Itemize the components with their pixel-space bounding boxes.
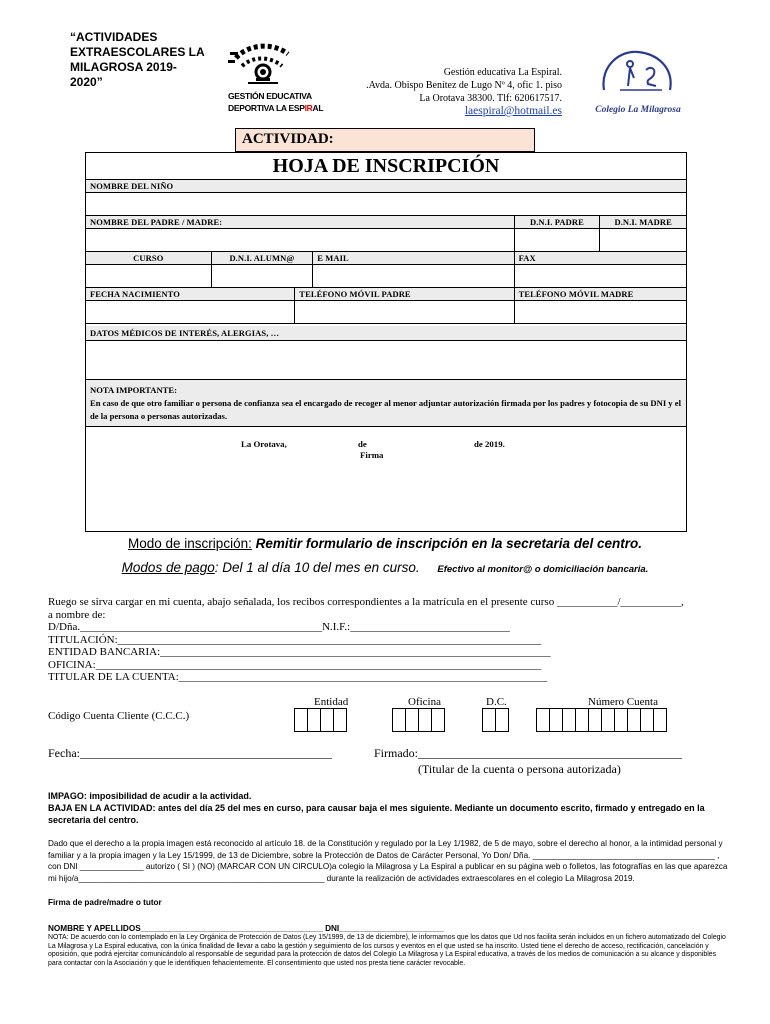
movil-madre-field[interactable]	[515, 301, 686, 323]
entidad-digits[interactable]	[294, 708, 346, 732]
numero-cuenta-digits[interactable]	[536, 708, 666, 732]
firma-section[interactable]	[86, 427, 686, 531]
email-label: E MAIL	[313, 252, 514, 264]
fecha-line[interactable]: Fecha:__________________________________________	[48, 746, 332, 760]
entidad-bancaria-line[interactable]: ENTIDAD BANCARIA:_______________________________________________________________________	[48, 646, 551, 658]
form-title: HOJA DE INSCRIPCIÓN	[272, 155, 500, 177]
fax-label: FAX	[515, 252, 686, 264]
firma-label: Firma	[360, 450, 384, 460]
email-link[interactable]: laespiral@hotmail.es	[464, 105, 562, 117]
dc-label: D.C.	[486, 696, 507, 708]
firma-padre-label: Firma de padre/madre o tutor	[48, 898, 162, 907]
ccc-label: Código Cuenta Cliente (C.C.C.)	[48, 710, 190, 722]
la-espiral-logo	[228, 36, 298, 96]
nombre-apellidos-line[interactable]: NOMBRE Y APELLIDOS________________________________________ DNI_______________________	[48, 924, 444, 933]
titular-note: (Titular de la cuenta o persona autorizada)	[418, 762, 621, 776]
datos-medicos-field[interactable]	[86, 341, 686, 379]
oficina-label: Oficina	[408, 696, 441, 708]
datos-medicos-label: DATOS MÉDICOS DE INTERÉS, ALERGIAS, …	[86, 326, 686, 340]
dni-madre-field[interactable]	[600, 229, 686, 251]
bank-authorization: Ruego se sirva cargar en mi cuenta, abajo señalada, los recibos correspondientes a la matrícula en el presente curso ___________/___________, a nombre de: D/Dña.____________________________________________N.I.F.:_____________________________ TITULACIÓN:_____________________________________________________________________________ ENTIDAD BANCARIA:_______________________________________________________________________ OFICINA:_________________________________________________________________________________ TITULAR DE LA CUENTA:___________________________________________________________________	[48, 596, 738, 684]
dni-alumno-label: D.N.I. ALUMN@	[212, 252, 314, 264]
fecha-nacimiento-field[interactable]	[86, 301, 295, 323]
curso-label: CURSO	[86, 252, 212, 264]
de-text: de	[358, 439, 367, 449]
school-logo-text: Colegio La Milagrosa	[595, 105, 681, 115]
anio-text: de 2019.	[474, 439, 505, 449]
movil-madre-label: TELÉFONO MÓVIL MADRE	[515, 288, 686, 300]
address-block: Gestión educativa La Espiral. .Avda. Obispo Benítez de Lugo Nº 4, ofic 1. piso La Orotava 38300. Tlf: 620617517. laespiral@hotmail.es	[340, 66, 562, 118]
la-espiral-logo-text: GESTIÓN EDUCATIVA DEPORTIVA LA ESPIRAL	[228, 91, 324, 113]
actividad-field[interactable]: ACTIVIDAD:	[235, 128, 535, 152]
nombre-nino-field[interactable]	[86, 193, 686, 215]
modo-inscripcion: Modo de inscripción: Remitir formulario de inscripción en la secretaria del centro.	[128, 536, 642, 551]
nombre-padre-field[interactable]	[86, 229, 515, 251]
colegio-la-milagrosa-logo	[590, 46, 686, 116]
dni-padre-label: D.N.I. PADRE	[515, 216, 601, 228]
firmado-line[interactable]: Firmado:____________________________________________	[374, 746, 682, 760]
dni-madre-label: D.N.I. MADRE	[600, 216, 686, 228]
entidad-label: Entidad	[314, 696, 349, 708]
document-title: “ACTIVIDADES EXTRAESCOLARES LA MILAGROSA 2019- 2020”	[70, 30, 205, 89]
nombre-nif-line[interactable]: D/Dña.____________________________________________N.I.F.:_____________________________	[48, 621, 510, 633]
image-rights-text: Dado que el derecho a la propia imagen está reconocido al artículo 18. de la Constitución y regulado por la Ley 1/1982, de 5 de mayo, sobre el derecho al honor, a la intimidad personal y familiar y a la propia imagen y la Ley 15/1999, de 13 de Diciembre, sobre la Protección de Datos de Carácter Personal, Yo Don/ Dña. ________________________________________ , con DNI ______________ autorizo ( SI ) (NO) (MARCAR CON UN CIRCULO)a colegio la Milagrosa y La Espiral a publicar en su página web o folletos, las fotografías en las que aparezca mi hijo/a______________________________________________________ durante la realización de actividades extraescolares en el colegio La Milagrosa 2019.	[48, 839, 728, 883]
oficina-line[interactable]: OFICINA:_________________________________________________________________________________	[48, 658, 542, 671]
movil-padre-field[interactable]	[295, 301, 514, 323]
dni-alumno-field[interactable]	[212, 265, 314, 287]
numero-cuenta-label: Número Cuenta	[588, 696, 658, 708]
nombre-nino-label: NOMBRE DEL NIÑO	[86, 180, 686, 192]
email-field[interactable]	[313, 265, 514, 287]
fax-field[interactable]	[515, 265, 686, 287]
lugar-text: La Orotava,	[241, 439, 287, 449]
titular-line[interactable]: TITULAR DE LA CUENTA:___________________________________________________________________	[48, 671, 548, 683]
milagrosa-emblem-icon	[590, 46, 686, 98]
privacy-note: NOTA: De acuerdo con lo contemplado en la Ley Orgánica de Protección de Datos (Ley 15/1999, de 13 de diciembre), le informamos que los datos que Ud nos facilita serán incluidos en un fichero automatizado del Colegio La Milagrosa y La Espiral educativa, con la única finalidad de llevar a cabo la gestión y seguimiento de los cursos y eventos en el que usted se ha inscrito. Usted tiene el derecho de acceso, rectificación, cancelación y oposición, que podrá ejercitar comunicándolo al responsable de seguridad para la protección de datos del Colegio La Milagrosa y La Espiral educativa, a través de los medios de comunicación a su alcance y disponibles para contactar con la Asociación y que le identifiquen fehacientemente. El consentimiento que usted nos presta tiene carácter revocable.	[48, 934, 726, 967]
fecha-nacimiento-label: FECHA NACIMIENTO	[86, 288, 295, 300]
impago-baja: IMPAGO: imposibilidad de acudir a la actividad. BAJA EN LA ACTIVIDAD: antes del día 25 del mes en curso, para causar baja el mes siguiente. Mediante un documento escrito, firmado y entregado en la secretaria del centro.	[48, 791, 705, 825]
nota-importante: NOTA IMPORTANTE: En caso de que otro familiar o persona de confianza sea el encargado de recoger al menor adjuntar autorización firmada por los padres y fotocopia de su DNI y el de la persona o personas autorizadas.	[86, 380, 686, 426]
dc-digits[interactable]	[482, 708, 508, 732]
inscription-form	[85, 152, 687, 532]
nombre-padre-label: NOMBRE DEL PADRE / MADRE:	[86, 216, 515, 228]
titulacion-line[interactable]: TITULACIÓN:_____________________________________________________________________________	[48, 633, 542, 646]
modos-de-pago: Modos de pago: Del 1 al día 10 del mes en curso. Efectivo al monitor@ o domiciliación bancaria.	[121, 560, 649, 575]
movil-padre-label: TELÉFONO MÓVIL PADRE	[295, 288, 514, 300]
curso-field[interactable]	[86, 265, 212, 287]
dni-padre-field[interactable]	[515, 229, 601, 251]
oficina-digits[interactable]	[392, 708, 444, 732]
